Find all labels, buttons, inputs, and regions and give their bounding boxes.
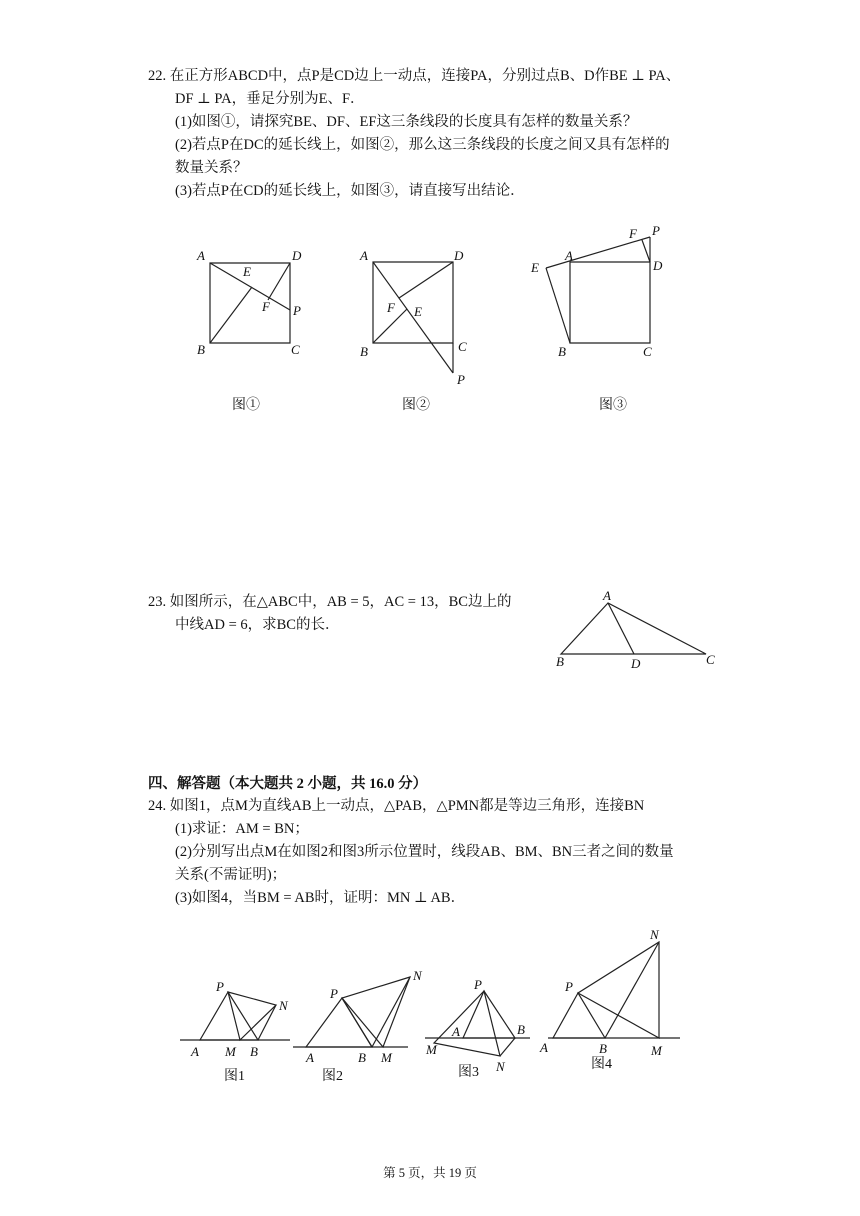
label-m: M <box>381 1050 392 1065</box>
label-b: B <box>197 342 205 357</box>
label-b: B <box>360 344 368 359</box>
label-p: P <box>565 979 573 994</box>
label-b: B <box>556 654 564 669</box>
label-c: C <box>643 344 652 359</box>
label-a: A <box>603 588 611 603</box>
label-c: C <box>458 339 467 354</box>
label-d: D <box>631 656 641 671</box>
section-heading: 四、解答题（本大题共 2 小题，共 16.0 分） <box>148 776 428 792</box>
q24-line-1: 24. 如图1，点M为直线AB上一动点，△PAB，△PMN都是等边三角形，连接BN <box>148 798 645 814</box>
label-p: P <box>330 986 338 1001</box>
q22-line-1: 22. 在正方形ABCD中，点P是CD边上一动点，连接PA，分别过点B、D作BE ⊥ PA、 <box>148 68 681 84</box>
label-a: A <box>565 248 573 263</box>
q22-line-2: DF ⊥ PA，垂足分别为E、F． <box>175 91 365 107</box>
caption-fig4: 图4 <box>591 1057 612 1072</box>
label-b: B <box>599 1041 607 1056</box>
label-e: E <box>414 304 422 319</box>
label-n: N <box>413 968 422 983</box>
label-m: M <box>225 1044 236 1059</box>
q22-line-5: 数量关系？ <box>175 160 248 176</box>
q22-line-3: (1)如图①，请探究BE、DF、EF这三条线段的长度具有怎样的数量关系？ <box>175 114 638 130</box>
label-m: M <box>426 1042 437 1057</box>
label-e: E <box>531 260 539 275</box>
triangle-pmn <box>578 942 659 1038</box>
label-a: A <box>540 1040 548 1055</box>
label-b: B <box>517 1022 525 1037</box>
label-p: P <box>293 303 301 318</box>
label-d: D <box>292 248 302 263</box>
q22-line-6: (3)若点P在CD的延长线上，如图③，请直接写出结论． <box>175 183 525 199</box>
q23-line-1: 23. 如图所示，在△ABC中，AB = 5，AC = 13，BC边上的 <box>148 594 512 610</box>
label-c: C <box>706 652 715 667</box>
label-d: D <box>653 258 663 273</box>
label-b: B <box>558 344 566 359</box>
label-n: N <box>650 927 659 942</box>
triangle-pab <box>553 993 605 1038</box>
caption-fig3: 图3 <box>458 1065 479 1080</box>
label-m: M <box>651 1043 662 1058</box>
label-a: A <box>191 1044 199 1059</box>
label-p: P <box>457 372 465 387</box>
label-b: B <box>250 1044 258 1059</box>
page-footer: 第 5 页，共 19 页 <box>383 1166 477 1180</box>
label-f: F <box>262 299 270 314</box>
label-n: N <box>496 1059 505 1074</box>
q24-line-5: (3)如图4，当BM = AB时，证明：MN ⊥ AB． <box>175 890 466 906</box>
label-c: C <box>291 342 300 357</box>
label-b: B <box>358 1050 366 1065</box>
caption-fig2: 图2 <box>322 1069 343 1084</box>
q24-line-3: (2)分别写出点M在如图2和图3所示位置时，线段AB、BM、BN三者之间的数量 <box>175 844 674 860</box>
label-n: N <box>279 998 288 1013</box>
q24-line-2: (1)求证：AM = BN； <box>175 821 309 837</box>
label-a: A <box>360 248 368 263</box>
caption-fig3: 图③ <box>599 398 627 413</box>
q24-line-4: 关系(不需证明)； <box>175 867 287 883</box>
label-a: A <box>452 1024 460 1039</box>
label-p: P <box>474 977 482 992</box>
caption-fig2: 图② <box>402 398 430 413</box>
label-a: A <box>197 248 205 263</box>
label-f: F <box>629 226 637 241</box>
label-a: A <box>306 1050 314 1065</box>
caption-fig1: 图1 <box>224 1069 245 1084</box>
label-p: P <box>216 979 224 994</box>
q23-line-2: 中线AD = 6，求BC的长． <box>175 617 340 633</box>
label-e: E <box>243 264 251 279</box>
label-p: P <box>652 223 660 238</box>
q22-line-4: (2)若点P在DC的延长线上，如图②，那么这三条线段的长度之间又具有怎样的 <box>175 137 670 153</box>
label-f: F <box>387 300 395 315</box>
caption-fig1: 图① <box>232 398 260 413</box>
label-d: D <box>454 248 464 263</box>
